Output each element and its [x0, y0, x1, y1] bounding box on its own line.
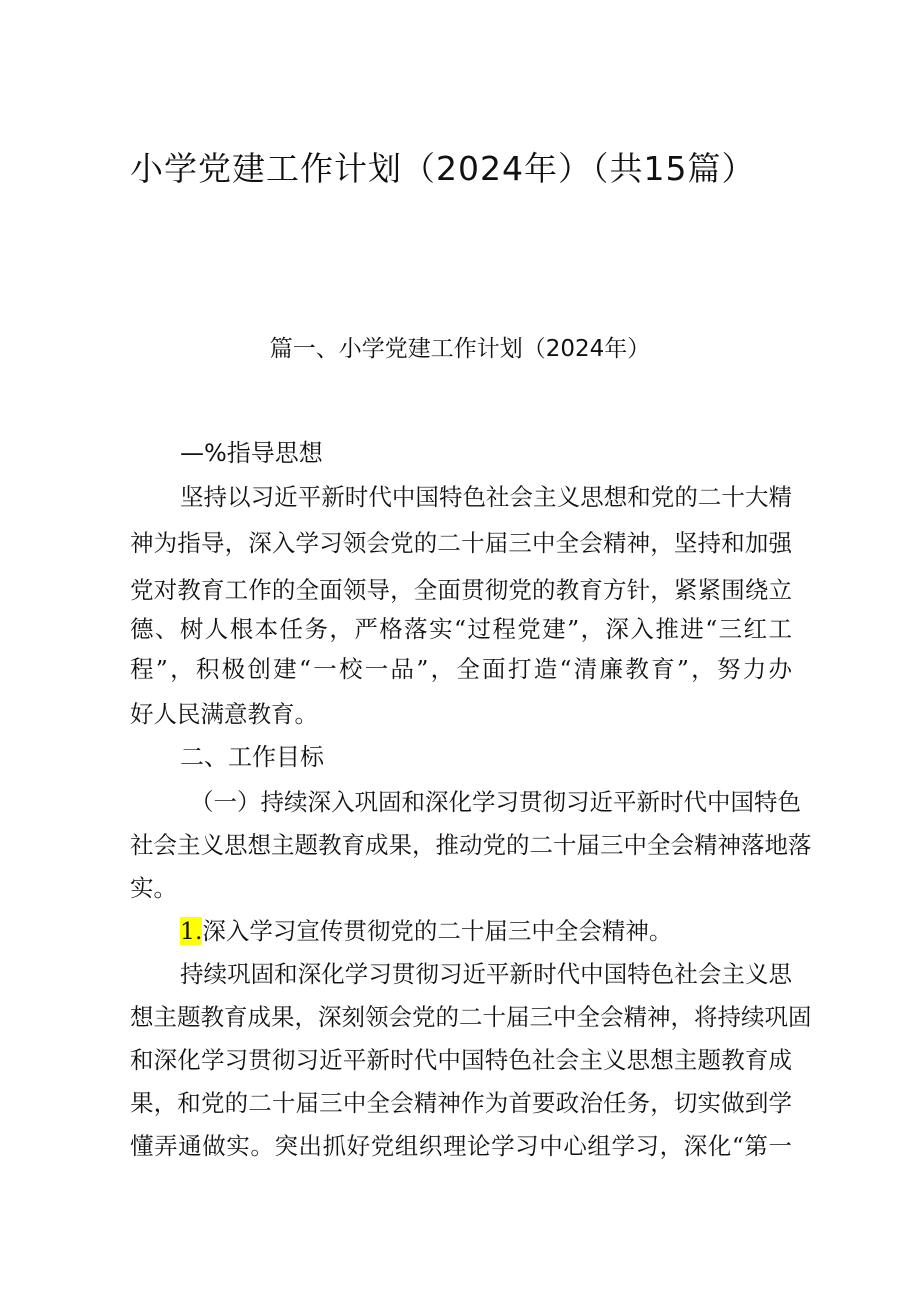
- heading-guiding-ideology: —%指导思想: [180, 439, 323, 467]
- heading-work-goals: 二、工作目标: [180, 743, 324, 771]
- paragraph-line: 和深化学习贯彻习近平新时代中国特色社会主义思想主题教育成: [130, 1046, 792, 1074]
- paragraph-line: 持续巩固和深化学习贯彻习近平新时代中国特色社会主义思: [180, 960, 792, 988]
- paragraph-line: 想主题教育成果，深刻领会党的二十届三中全会精神，将持续巩固: [130, 1003, 812, 1031]
- paragraph-line: 程”，积极创建“一校一品”，全面打造“清廉教育”，努力办: [130, 655, 792, 683]
- list-item-1: [180, 914, 792, 948]
- document-title: 小学党建工作计划（2024年）（共15篇）: [130, 149, 756, 188]
- paragraph-line: 党对教育工作的全面领导，全面贯彻党的教育方针，紧紧围绕立: [130, 576, 792, 604]
- paragraph-line: 坚持以习近平新时代中国特色社会主义思想和党的二十大精: [180, 483, 792, 511]
- item-text: 深入学习宣传贯彻党的二十届三中全会精神。: [202, 917, 673, 945]
- paragraph-line: 懂弄通做实。突出抓好党组织理论学习中心组学习，深化“第一: [130, 1132, 792, 1160]
- paragraph-line: 社会主义思想主题教育成果，推动党的二十届三中全会精神落地落: [130, 831, 812, 859]
- paragraph-line: 实。: [130, 874, 177, 902]
- item-number-highlight: 1.: [180, 917, 203, 945]
- paragraph-line: 德、树人根本任务，严格落实“过程党建”，深入推进“三红工: [130, 615, 792, 643]
- paragraph-line: 果，和党的二十届三中全会精神作为首要政治任务，切实做到学: [130, 1089, 792, 1117]
- section-title: 篇一、小学党建工作计划（2024年）: [269, 336, 651, 362]
- paragraph-line: 好人民满意教育。: [130, 700, 318, 728]
- paragraph-line: 神为指导，深入学习领会党的二十届三中全会精神，坚持和加强: [130, 529, 792, 557]
- paragraph-line: （一）持续深入巩固和深化学习贯彻习近平新时代中国特色: [190, 788, 801, 816]
